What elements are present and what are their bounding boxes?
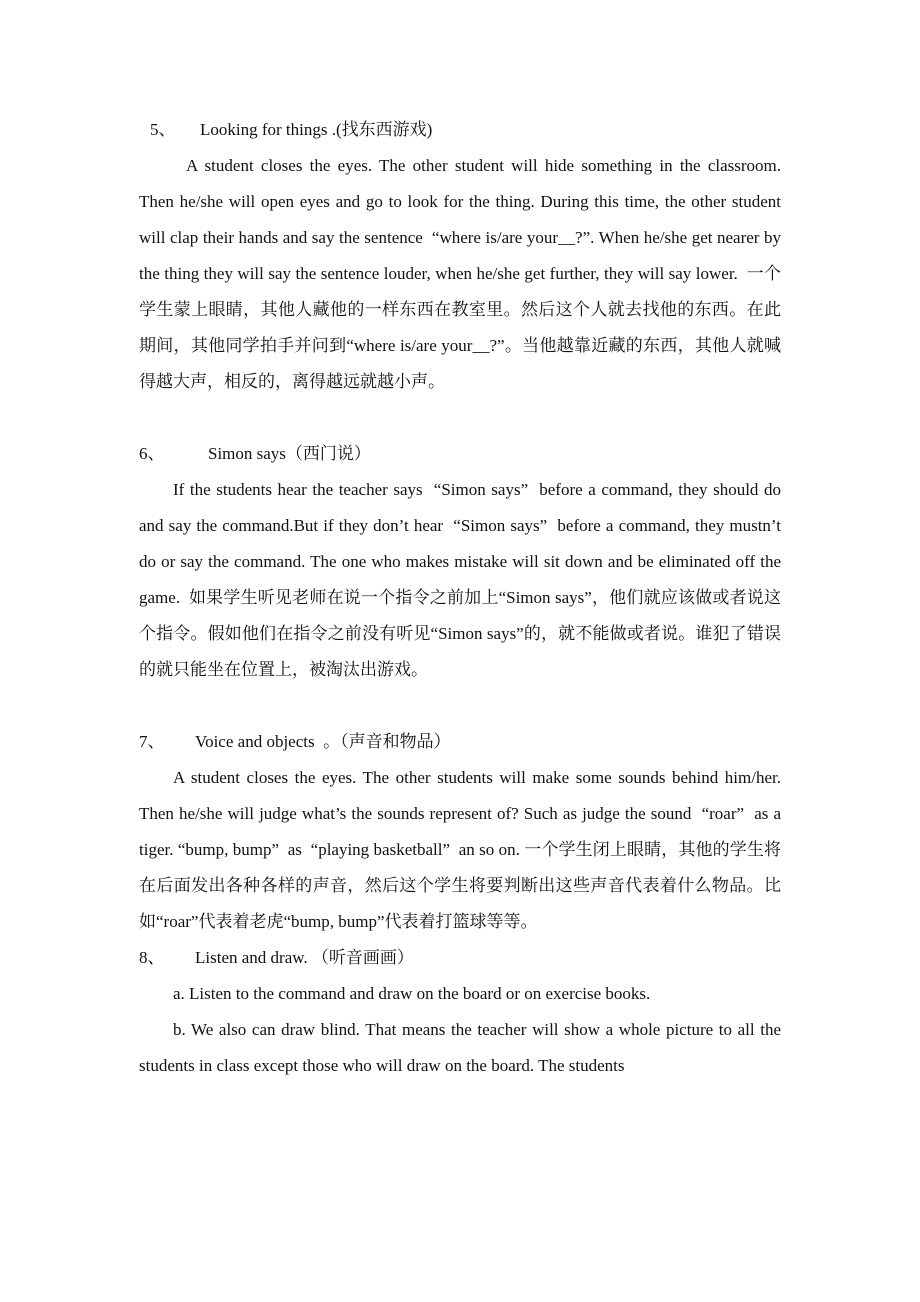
spacer	[139, 400, 781, 436]
section-8-heading	[139, 940, 781, 976]
section-8-number: 8、	[139, 948, 165, 967]
section-8-title: Listen and draw. （听音画画）	[195, 948, 414, 967]
document-page	[139, 112, 781, 1084]
section-7-heading	[139, 724, 781, 760]
section-7-number: 7、	[139, 732, 165, 751]
section-7-title: Voice and objects 。（声音和物品）	[195, 732, 451, 751]
spacer	[139, 688, 781, 724]
section-5-number: 5、	[150, 120, 176, 139]
section-6-body: If the students hear the teacher says “Simon says” before a command, they should do and say the command.But if they don’t hear “Simon says” before a command, they mustn’t do or say the command. The one who makes mistake will sit down and be eliminated off the game. 如果学生听见老师在说一个指令之前加上“Simon says”，他们就应该做或者说这个指令。假如他们在指令之前没有听见“Simon says”的，就不能做或者说。谁犯了错误的就只能坐在位置上，被淘汰出游戏。	[139, 480, 781, 679]
section-8-item-a: a. Listen to the command and draw on the board or on exercise books.	[173, 984, 651, 1003]
section-6-number: 6、	[139, 444, 165, 463]
section-5-heading	[139, 112, 781, 148]
section-6-heading	[139, 436, 781, 472]
section-7-body: A student closes the eyes. The other students will make some sounds behind him/her. Then he/she will judge what’s the sounds represent of? Such as judge the sound “roar” as a tiger. “bump, bump” as “playing basketball” an so on. 一个学生闭上眼睛，其他的学生将在后面发出各种各样的声音，然后这个学生将要判断出这些声音代表着什么物品。比如“roar”代表着老虎“bump, bump”代表着打篮球等等。	[139, 768, 781, 931]
section-5-title: Looking for things .(找东西游戏)	[200, 120, 433, 139]
section-6-title: Simon says（西门说）	[208, 444, 371, 463]
section-8-item-b: b. We also can draw blind. That means the teacher will show a whole picture to all the students in class except those who will draw on the board. The students	[139, 1020, 781, 1075]
section-5-body: A student closes the eyes. The other student will hide something in the classroom. Then he/she will open eyes and go to look for the thing. During this time, the other student will clap their hands and say the sentence “where is/are your__?”. When he/she get nearer by the thing they will say the sentence louder, when he/she get further, they will say lower. 一个学生蒙上眼睛，其他人藏他的一样东西在教室里。然后这个人就去找他的东西。在此期间，其他同学拍手并问到“where is/are your__?”。当他越靠近藏的东西，其他人就喊得越大声，相反的，离得越远就越小声。	[139, 156, 781, 391]
